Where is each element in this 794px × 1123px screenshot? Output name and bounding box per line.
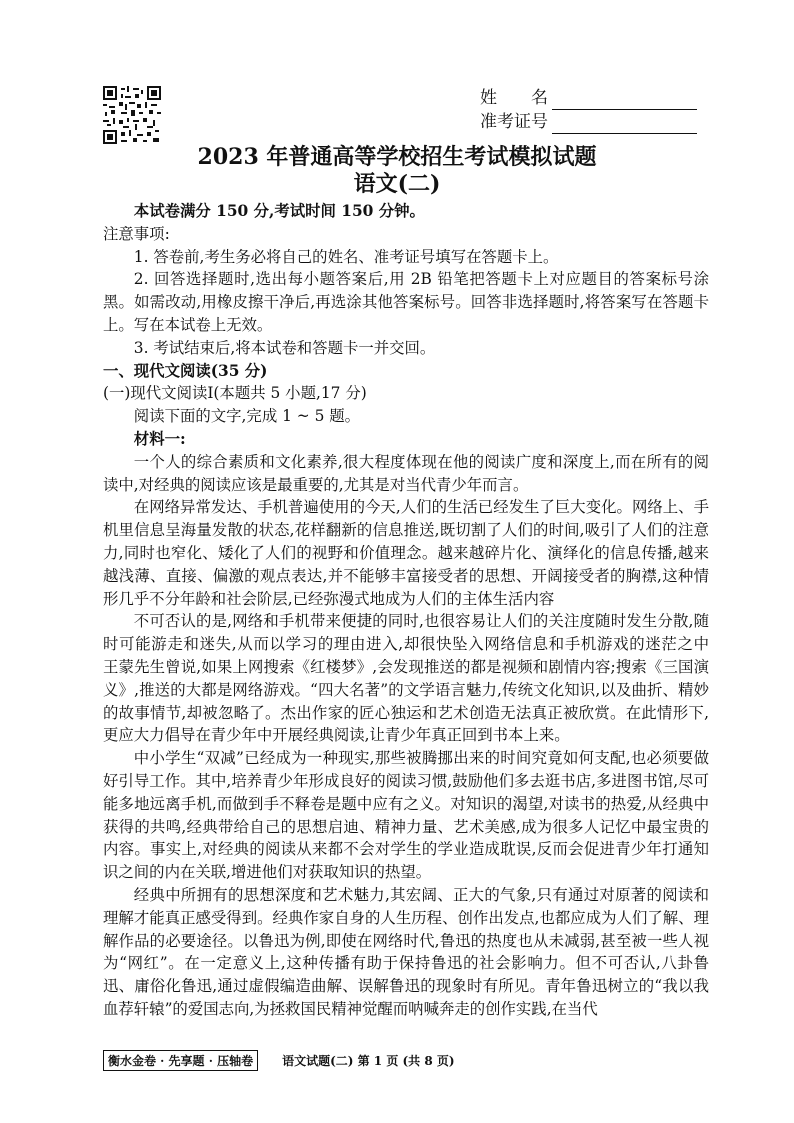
- exam-title: 2023 年普通高等学校招生考试模拟试题: [197, 144, 597, 170]
- section-heading: 一、现代文阅读(35 分): [103, 361, 268, 380]
- subsection-heading: (一)现代文阅读Ⅰ(本题共 5 小题,17 分): [103, 384, 367, 403]
- paragraph: 中小学生“双减”已经成为一种现实,那些被腾挪出来的时间究竟如何支配,也必须要做好引导工作。其中,培养青少年形成良好的阅读习惯,鼓励他们多去逛书店,多进图书馆,尽可能多地远离手机,而做到手不释卷是题中应有之义。对知识的渴望,对读书的热爱,从经典中获得的共鸣,经典带给自己的思想启迪、精神力量、艺术美感,成为很多人记忆中最宝贵的内容。事实上,对经典的阅读从来都不会对学生的学业造成耽误,反而会促进青少年打通知识之间的内在关联,增进他们对获取知识的热望。: [103, 749, 709, 882]
- notice-item-1: 1. 答卷前,考生务必将自己的姓名、准考证号填写在答题卡上。: [133, 247, 559, 266]
- score-line: 本试卷满分 150 分,考试时间 150 分钟。: [133, 202, 425, 220]
- page-footer: [103, 1050, 455, 1071]
- exam-number-label: 准考证号: [480, 112, 548, 132]
- exam-number-blank[interactable]: [552, 115, 697, 134]
- exam-subject: 语文(二): [353, 171, 441, 197]
- paragraph: 经典中所拥有的思想深度和艺术魅力,其宏阔、正大的气象,只有通过对原著的阅读和理解才能真正感受得到。经典作家自身的人生历程、创作出发点,也都应成为人们了解、理解作品的必要途径。以鲁迅为例,即使在网络时代,鲁迅的热度也从未减弱,甚至被一些人视为“网红”。在一定意义上,这种传播有助于保持鲁迅的社会影响力。但不可否认,八卦鲁迅、庸俗化鲁迅,通过虚假编造曲解、误解鲁迅的现象时有所见。青年鲁迅树立的“我以我血荐轩辕”的爱国志向,为拯救国民精神觉醒而呐喊奔走的创作实践,在当代: [103, 885, 709, 1018]
- exam-number-row: [480, 110, 697, 134]
- notice-item-3: 3. 考试结束后,将本试卷和答题卡一并交回。: [133, 338, 436, 357]
- paragraph: 在网络异常发达、手机普遍使用的今天,人们的生活已经发生了巨大变化。网络上、手机里信息呈海量发散的状态,花样翻新的信息推送,既切割了人们的时间,吸引了人们的注意力,同时也窄化、矮化了人们的视野和价值理念。越来越碎片化、演绎化的信息传播,越来越浅薄、直接、偏激的观点表达,并不能够丰富接受者的思想、开阔接受者的胸襟,这种情形几乎不分年龄和社会阶层,已经弥漫式地成为人们的主体生活内容: [103, 498, 709, 608]
- page-number: 语文试题(二) 第 1 页 (共 8 页): [282, 1054, 455, 1068]
- material-label: 材料一:: [133, 429, 186, 448]
- paragraph: 一个人的综合素质和文化素养,很大程度体现在他的阅读广度和深度上,而在所有的阅读中,对经典的阅读应该是最重要的,尤其是对当代青少年而言。: [103, 452, 709, 494]
- reading-instruction: 阅读下面的文字,完成 1 ~ 5 题。: [133, 407, 361, 426]
- notice-item-2: 2. 回答选择题时,选出每小题答案后,用 2B 铅笔把答题卡上对应题目的答案标号涂黑。如需改动,用橡皮擦干净后,再选涂其他答案标号。回答非选择题时,将答案写在答题卡上。写在本试卷上无效。: [103, 270, 709, 334]
- qr-code-icon: [103, 86, 161, 144]
- name-label: 姓 名: [480, 88, 548, 108]
- series-badge: 衡水金卷 · 先享题 · 压轴卷: [103, 1050, 258, 1071]
- candidate-info: [480, 86, 697, 134]
- exam-body: [103, 200, 725, 1021]
- name-row: [480, 86, 697, 110]
- paragraph: 不可否认的是,网络和手机带来便捷的同时,也很容易让人们的关注度随时发生分散,随时可能游走和迷失,从而以学习的理由进入,却很快坠入网络信息和手机游戏的迷茫之中 王蒙先生曾说,如果上网搜索《红楼梦》,会发现推送的都是视频和剧情内容;搜索《三国演义》,推送的大都是网络游戏。“四大名著”的文学语言魅力,传统文化知识,以及曲折、精妙的故事情节,却被忽略了。杰出作家的匠心独运和艺术创造无法真正被欣赏。在此情形下,更应大力倡导在青少年中开展经典阅读,让青少年真正回到书本上来。: [103, 612, 725, 745]
- notice-heading: 注意事项:: [103, 224, 170, 243]
- name-blank[interactable]: [552, 91, 697, 110]
